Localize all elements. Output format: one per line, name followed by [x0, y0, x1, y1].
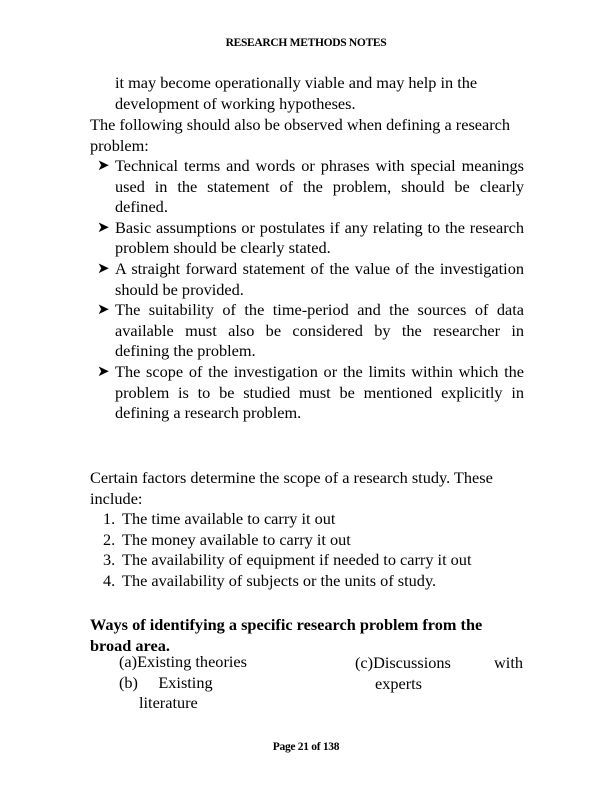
- arrow-bullet-icon: ➤: [97, 363, 110, 380]
- continuation-text: it may become operationally viable and may help in the development of working hypotheses.: [115, 73, 478, 113]
- arrow-bullet-icon: ➤: [97, 302, 110, 319]
- arrow-bullet-icon: ➤: [97, 158, 110, 174]
- page-number: Page 21 of 138: [272, 741, 340, 753]
- ways-column-left: [119, 652, 319, 714]
- list-item: 4. The availability of subjects or the units of study.: [103, 570, 437, 590]
- way-discussions-experts: experts: [375, 673, 423, 693]
- scope-paragraph: Certain factors determine the scope of a research study. These include:: [90, 468, 493, 508]
- way-existing-literature: (b) Existing: [119, 672, 213, 692]
- list-item: 3. The availability of equipment if needed to carry it out: [103, 550, 472, 570]
- list-item: ➤ A straight forward statement of the value of the investigation should be provided.: [97, 258, 524, 299]
- way-existing-literature-cont: literature: [139, 693, 198, 713]
- list-item: ➤ Basic assumptions or postulates if any relating to the research problem should be clearly stated.: [97, 217, 524, 258]
- way-discussions-with: with: [494, 653, 523, 672]
- section-heading: Ways of identifying a specific research problem from the broad area.: [90, 615, 483, 655]
- list-item: 1. The time available to carry it out: [103, 509, 336, 528]
- list-item: 2. The money available to carry it out: [103, 529, 351, 549]
- list-item: ➤ The suitability of the time-period and the sources of data available must also be considered by the researcher in defining the problem.: [97, 300, 524, 361]
- guidelines-list: [96, 156, 524, 424]
- ways-column-right: [355, 653, 523, 694]
- arrow-bullet-icon: ➤: [97, 260, 110, 277]
- intro-paragraph: The following should also be observed when defining a research problem:: [90, 115, 511, 155]
- list-item: ➤ The scope of the investigation or the limits within which the problem is to be studied must be mentioned explicitly in defining a research problem.: [97, 361, 524, 423]
- arrow-bullet-icon: ➤: [97, 219, 110, 236]
- list-item: ➤ Technical terms and words or phrases with special meanings used in the statement of the problem, should be clearly defined.: [97, 156, 524, 217]
- way-discussions: (c)Discussions: [355, 653, 451, 672]
- scope-factors-list: [103, 509, 523, 591]
- way-existing-theories: (a)Existing theories: [119, 652, 247, 671]
- page-header: RESEARCH METHODS NOTES: [225, 37, 387, 49]
